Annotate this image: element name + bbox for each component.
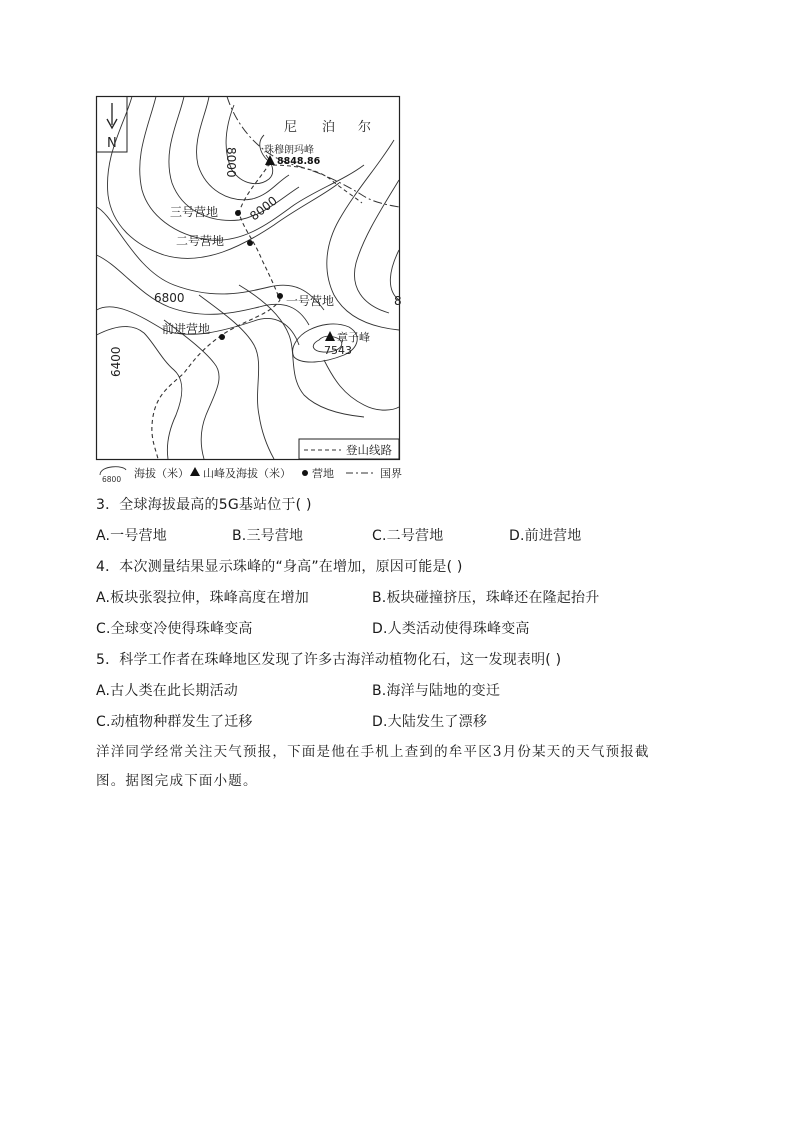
camp-3 xyxy=(170,204,241,219)
peak-everest-height: 8848.86 xyxy=(277,156,321,167)
peak-everest xyxy=(264,143,321,167)
legend-border-label: 国界 xyxy=(380,467,402,480)
contour-label-6400: 6400 xyxy=(109,346,123,377)
question-5-stem: 5．科学工作者在珠峰地区发现了许多古海洋动植物化石，这一发现表明( ) xyxy=(96,652,562,668)
legend-contour-label: 海拔（米） xyxy=(134,467,189,480)
contour-label-8000-b: 8000 xyxy=(247,193,280,224)
peak-everest-name: 珠穆朗玛峰 xyxy=(264,145,314,156)
route-legend-label: 登山线路 xyxy=(346,443,392,457)
question-4-option-d[interactable]: D.人类活动使得珠峰变高 xyxy=(372,621,530,637)
question-5-option-b[interactable]: B.海洋与陆地的变迁 xyxy=(372,683,501,699)
weather-intro-line-2: 图。据图完成下面小题。 xyxy=(96,773,258,789)
camp-3-label: 三号营地 xyxy=(170,205,219,219)
contour-label-6800: 6800 xyxy=(154,291,185,305)
contour-label-edge: 8 xyxy=(394,294,402,308)
legend-peak-label: 山峰及海拔（米） xyxy=(203,467,291,480)
camp-dot-icon xyxy=(247,240,253,246)
peak-zhangzi-name: 章子峰 xyxy=(337,331,370,344)
country-char-2: 泊 xyxy=(322,120,336,135)
contour-lines xyxy=(97,97,400,460)
peak-legend-icon xyxy=(190,467,200,476)
camp-2-label: 二号营地 xyxy=(176,234,225,248)
contour-label-8000: 8000 xyxy=(224,147,238,178)
route-branch xyxy=(266,165,362,203)
question-4-option-b[interactable]: B.板块碰撞挤压，珠峰还在隆起抬升 xyxy=(372,590,600,606)
question-3-option-d[interactable]: D.前进营地 xyxy=(509,528,582,544)
country-char-3: 尔 xyxy=(358,120,372,135)
camp-1-label: 一号营地 xyxy=(286,294,335,308)
question-3-option-b[interactable]: B.三号营地 xyxy=(232,528,304,544)
contour-legend-icon xyxy=(100,467,126,475)
camp-dot-icon xyxy=(277,293,283,299)
camp-dot-icon xyxy=(235,210,241,216)
route-legend xyxy=(299,439,399,459)
question-5-option-c[interactable]: C.动植物种群发生了迁移 xyxy=(96,714,253,730)
legend-camp-label: 营地 xyxy=(312,467,334,480)
peak-zhangzi-height: 7543 xyxy=(324,344,352,357)
everest-topographic-map xyxy=(94,95,406,487)
peak-zhangzi xyxy=(324,330,370,357)
question-3-option-c[interactable]: C.二号营地 xyxy=(372,528,444,544)
camp-advance-label: 前进营地 xyxy=(162,322,211,336)
map-legend xyxy=(100,466,402,484)
question-3-option-a[interactable]: A.一号营地 xyxy=(96,528,167,544)
camp-dot-icon xyxy=(219,334,225,340)
camp-1 xyxy=(277,293,334,308)
question-3-stem: 3．全球海拔最高的5G基站位于( ) xyxy=(96,497,312,513)
country-char-1: 尼 xyxy=(284,120,298,135)
north-label: N xyxy=(107,136,117,151)
camp-legend-icon xyxy=(302,470,308,476)
camp-advance xyxy=(162,321,225,340)
question-5-option-a[interactable]: A.古人类在此长期活动 xyxy=(96,683,238,699)
question-5-option-d[interactable]: D.大陆发生了漂移 xyxy=(372,714,488,730)
legend-contour-value: 6800 xyxy=(102,475,122,484)
camp-2 xyxy=(176,233,253,248)
weather-intro-line-1: 洋洋同学经常关注天气预报，下面是他在手机上查到的牟平区3月份某天的天气预报截 xyxy=(96,744,650,760)
question-4-option-a[interactable]: A.板块张裂拉伸，珠峰高度在增加 xyxy=(96,590,309,606)
map-frame xyxy=(97,97,400,460)
question-4-option-c[interactable]: C.全球变冷使得珠峰变高 xyxy=(96,621,253,637)
question-4-stem: 4．本次测量结果显示珠峰的“身高”在增加，原因可能是( ) xyxy=(96,559,463,575)
